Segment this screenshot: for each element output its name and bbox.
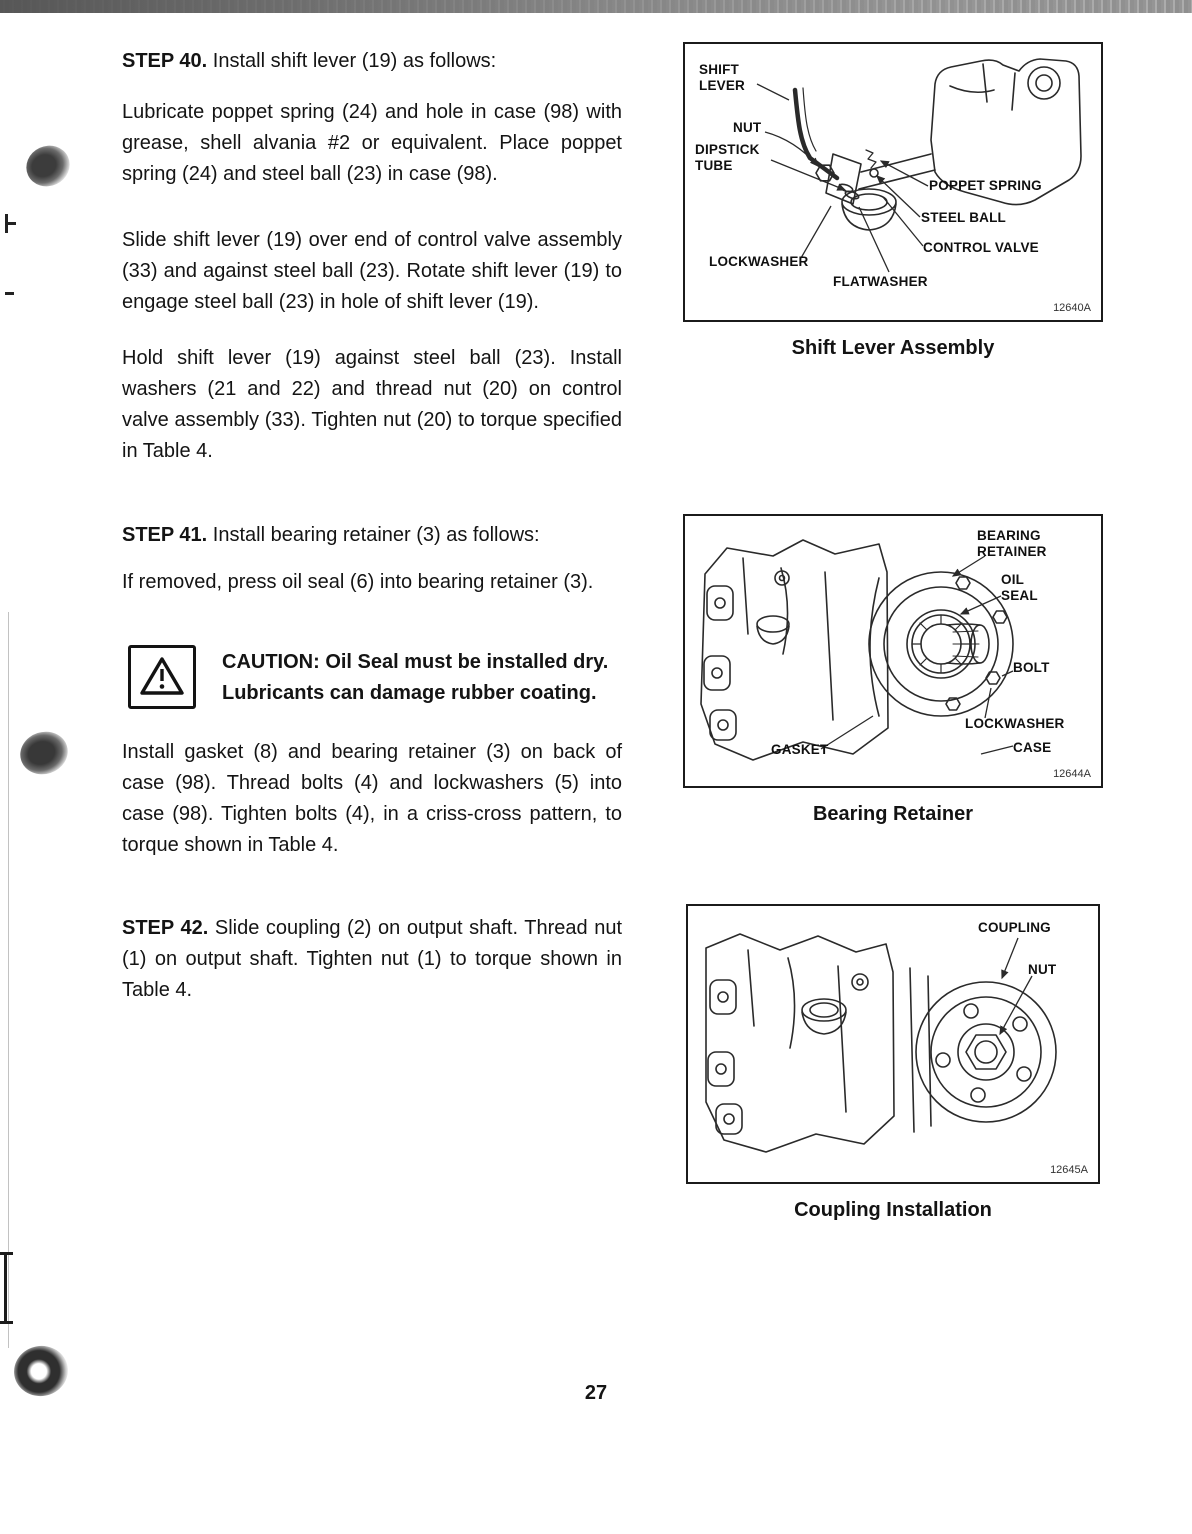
figure-label-gasket: GASKET	[771, 742, 829, 757]
figure-caption-bearing-retainer: Bearing Retainer	[812, 803, 974, 825]
step-42-paragraph	[122, 913, 622, 1006]
figure-label-lockwasher: LOCKWASHER	[965, 716, 1065, 731]
coupling-illustration	[688, 906, 1098, 1182]
caution-text: CAUTION: Oil Seal must be installed dry. Lubricants can damage rubber coating.	[222, 651, 609, 704]
step-41-heading	[122, 520, 622, 551]
scan-smudge	[20, 139, 77, 194]
figure-bearing-retainer	[683, 514, 1103, 826]
figure-label-flatwasher: FLATWASHER	[833, 274, 928, 289]
figure-ref-number: 12645A	[1050, 1164, 1088, 1176]
step-42-text: Slide coupling (2) on output shaft. Thread nut (1) on output shaft. Tighten nut (1) to torque shown in Table 4.	[122, 917, 622, 1001]
step-40-label: STEP 40.	[122, 50, 208, 72]
figure-label-nut: NUT	[733, 120, 762, 135]
step-40-paragraph-2: Slide shift lever (19) over end of control valve assembly (33) and against steel ball (23). Rotate shift lever (19) to engage steel ball (23) in hole of shift lever (19).	[122, 229, 622, 313]
figure-label-poppet-spring: POPPET SPRING	[929, 178, 1042, 193]
scan-mark	[5, 214, 8, 233]
figure-label-shift-lever: SHIFT LEVER	[699, 62, 746, 93]
figure-label-dipstick-tube: DIPSTICK TUBE	[695, 142, 760, 173]
figure-shift-lever-frame	[683, 42, 1103, 322]
figure-caption-coupling-installation: Coupling Installation	[794, 1199, 992, 1221]
figure-label-control-valve: CONTROL VALVE	[923, 240, 1039, 255]
figure-caption-shift-lever-assembly: Shift Lever Assembly	[791, 337, 995, 359]
step-40-paragraph-3: Hold shift lever (19) against steel ball (23). Install washers (21 and 22) and thread nut (20) on control valve assembly (33). Tighten nut (20) to torque specified in Table 4.	[122, 347, 622, 462]
figure-ref-number: 12640A	[1053, 302, 1091, 314]
figure-bearing-retainer-frame	[683, 514, 1103, 788]
figure-label-coupling: COUPLING	[978, 920, 1051, 935]
scan-mark	[4, 1252, 7, 1324]
step-41-paragraph-2: Install gasket (8) and bearing retainer (3) on back of case (98). Thread bolts (4) and lockwashers (5) into case (98). Tighten bolts (4), in a criss-cross pattern, to torque shown in Table 4.	[122, 741, 622, 856]
figure-label-nut: NUT	[1028, 962, 1057, 977]
step-42-label: STEP 42.	[122, 917, 209, 939]
figure-label-bolt: BOLT	[1013, 660, 1050, 675]
step-40-heading	[122, 46, 622, 77]
figure-label-oil-seal: OIL SEAL	[1001, 572, 1038, 603]
scan-mark	[5, 292, 14, 295]
step-41-intro: Install bearing retainer (3) as follows:	[212, 524, 540, 546]
scan-mark	[0, 1321, 13, 1324]
figure-label-steel-ball: STEEL BALL	[921, 210, 1007, 225]
figure-coupling-installation	[686, 904, 1100, 1222]
step-41-label: STEP 41.	[122, 524, 208, 546]
caution-box	[128, 645, 622, 709]
figure-label-lockwasher: LOCKWASHER	[709, 254, 809, 269]
scan-mark	[0, 1252, 13, 1255]
figure-shift-lever-assembly	[683, 42, 1103, 360]
page-number: 27	[584, 1382, 608, 1404]
figure-coupling-frame	[686, 904, 1100, 1184]
figure-label-bearing-retainer: BEARING RETAINER	[977, 528, 1047, 559]
step-40-paragraph-1: Lubricate poppet spring (24) and hole in case (98) with grease, shell alvania #2 or equivalent. Place poppet spring (24) and steel ball (23) in case (98).	[122, 101, 622, 185]
scan-artifact-top-edge	[0, 0, 1192, 13]
step-41-paragraph-1: If removed, press oil seal (6) into bearing retainer (3).	[122, 571, 594, 593]
figure-label-case: CASE	[1013, 740, 1052, 755]
figure-ref-number: 12644A	[1053, 768, 1091, 780]
warning-triangle-icon	[128, 645, 196, 709]
scan-line	[8, 612, 9, 1348]
scan-smudge	[15, 726, 74, 781]
step-40-intro: Install shift lever (19) as follows:	[212, 50, 497, 72]
